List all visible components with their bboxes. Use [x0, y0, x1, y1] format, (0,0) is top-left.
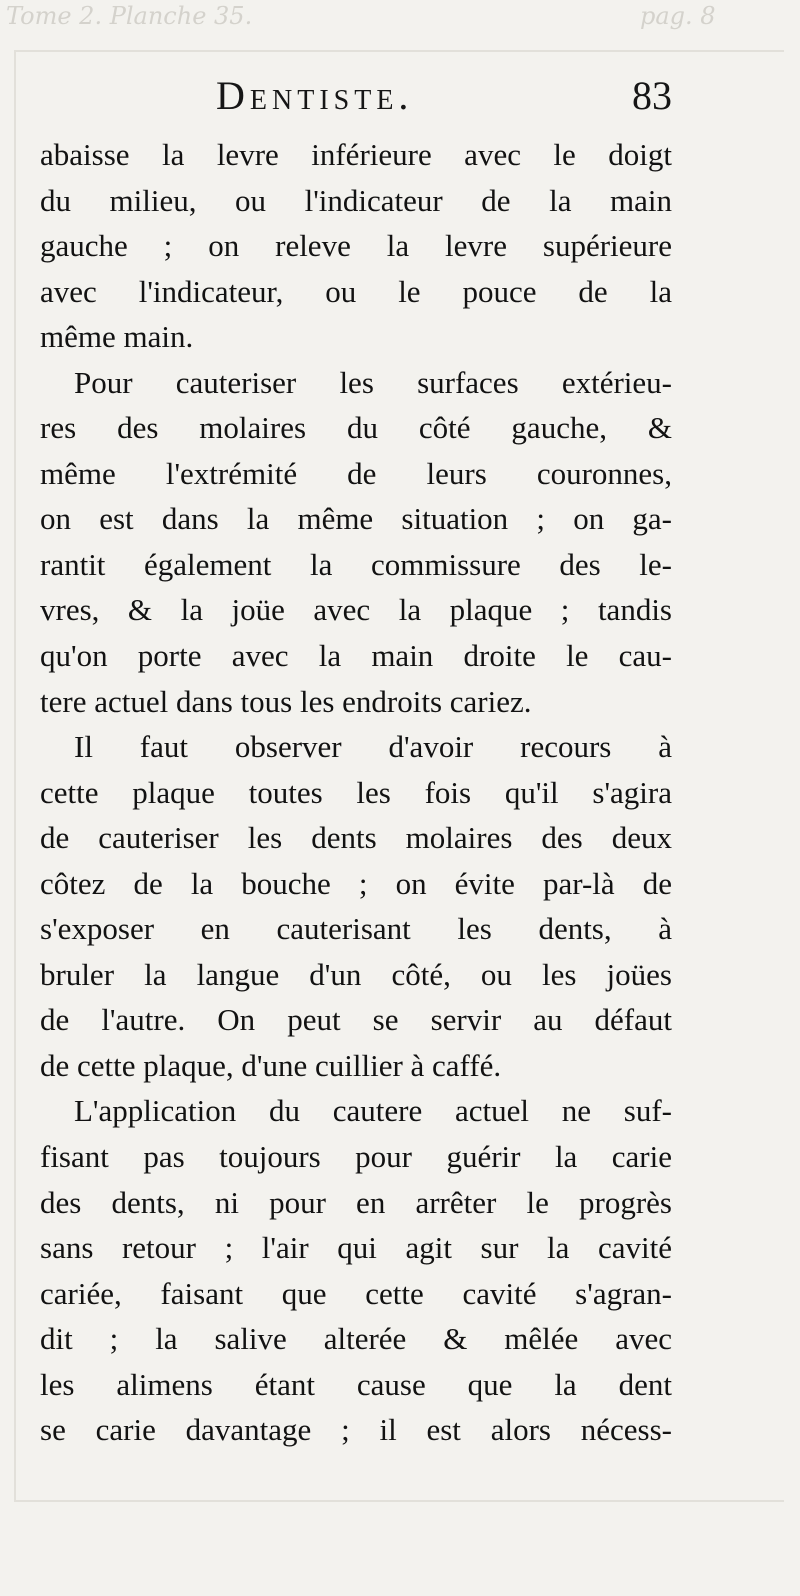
corner-note-left: Tome 2. Planche 35. [6, 2, 253, 30]
text-line: avec l'indicateur, ou le pouce de la [40, 273, 672, 309]
text-line: côtez de la bouche ; on évite par-là de [40, 865, 672, 901]
page-frame-bottom [14, 1500, 784, 1502]
text-line: gauche ; on releve la levre supérieure [40, 228, 672, 264]
text-line: on est dans la même situation ; on ga- [40, 501, 672, 537]
text-line: L'application du cautere actuel ne suf- [74, 1093, 672, 1129]
text-line: du milieu, ou l'indicateur de la main [40, 182, 672, 218]
text-line: s'exposer en cauterisant les dents, à [40, 911, 672, 947]
text-line: cariée, faisant que cette cavité s'agran- [40, 1275, 672, 1311]
text-line: de l'autre. On peut se servir au défaut [40, 1002, 672, 1038]
text-line: fisant pas toujours pour guérir la carie [40, 1139, 672, 1175]
body-text [40, 132, 672, 1453]
page-frame-top [14, 50, 784, 52]
text-line: Pour cauteriser les surfaces extérieu- [74, 364, 672, 400]
text-line: sans retour ; l'air qui agit sur la cavité [40, 1230, 672, 1266]
text-line: dit ; la salive alterée & mêlée avec [40, 1321, 672, 1357]
text-line: de cette plaque, d'une cuillier à caffé. [40, 1047, 502, 1083]
text-line: bruler la langue d'un côté, ou les joües [40, 956, 672, 992]
text-line: cette plaque toutes les fois qu'il s'agira [40, 774, 672, 810]
running-title: Dentiste. [216, 73, 414, 118]
text-line: qu'on porte avec la main droite le cau- [40, 638, 672, 674]
text-line: vres, & la joüe avec la plaque ; tandis [40, 592, 672, 628]
text-line: même main. [40, 319, 194, 355]
running-head [40, 72, 672, 132]
text-line: abaisse la levre inférieure avec le doigt [40, 137, 672, 172]
page-number: 83 [632, 73, 672, 118]
corner-note-right: pag. 8 [640, 2, 716, 30]
text-line: se carie davantage ; il est alors nécess- [40, 1412, 672, 1448]
text-line: même l'extrémité de leurs couronnes, [40, 455, 672, 491]
text-line: de cauteriser les dents molaires des deux [40, 820, 672, 856]
text-line: Il faut observer d'avoir recours à [74, 729, 672, 765]
text-line: des dents, ni pour en arrêter le progrès [40, 1184, 672, 1220]
text-line: les alimens étant cause que la dent [40, 1366, 672, 1402]
page-frame-left [14, 50, 16, 1500]
text-line: res des molaires du côté gauche, & [40, 410, 672, 446]
text-line: rantit également la commissure des le- [40, 546, 672, 582]
text-line: tere actuel dans tous les endroits cariez. [40, 683, 532, 719]
